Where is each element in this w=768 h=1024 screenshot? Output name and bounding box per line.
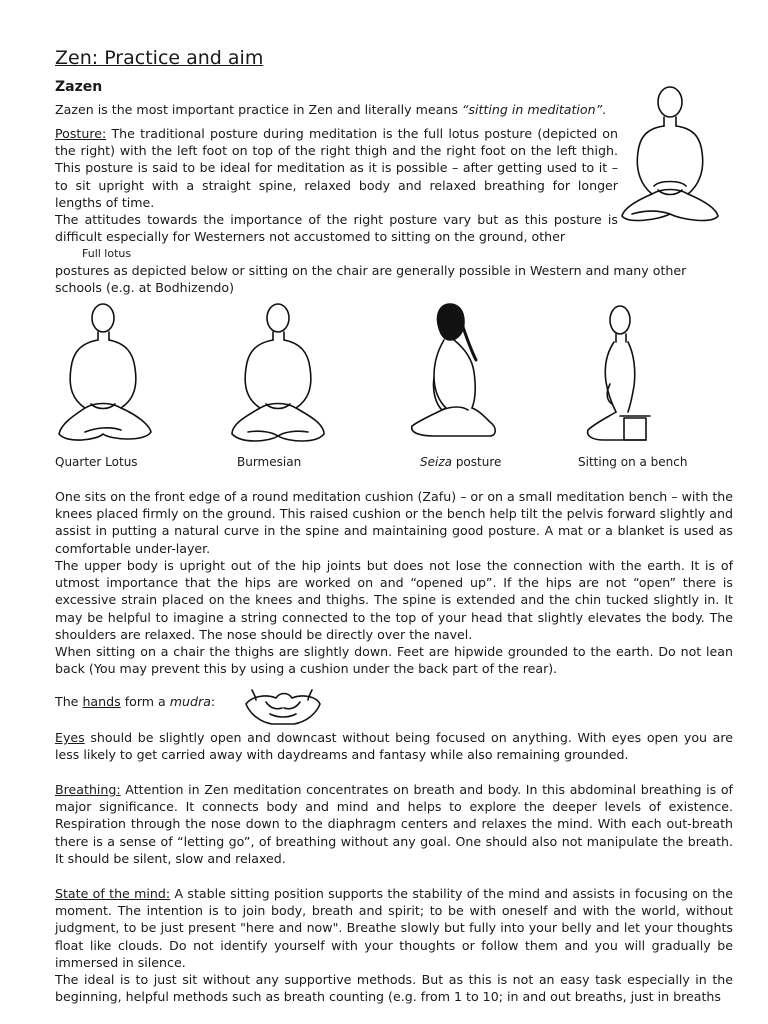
posture-text: The traditional posture during meditation is the full lotus posture (depicted on the right) with the left foot on top of the right thigh and the right foot on the left thigh. This posture is said to be ideal for meditation as it is possible – after getting used to it – to sit upright with a straight spine, relaxed body and relaxed breathing for longer lengths of time.: [55, 126, 618, 210]
full-lotus-figure: [618, 82, 726, 232]
mudra-hands-figure: [242, 682, 324, 730]
hands-middle: form a: [120, 694, 170, 709]
intro-quote: “sitting in meditation”: [461, 102, 603, 117]
seiza-caption-rest: posture: [452, 455, 502, 469]
eyes-paragraph: [55, 729, 733, 763]
bench-figure: [576, 300, 676, 450]
cushion-paragraph: One sits on the front edge of a round meditation cushion (Zafu) – or on a small meditation bench – with the knees placed firmly on the ground. This raised cushion or the bench help tilt the pelvis forward slightly and assist in putting a natural curve in the spine and maintaining good posture. A mat or a blanket is used as comfortable under-layer.: [55, 489, 733, 556]
intro-text: Zazen is the most important practice in Zen and literally means: [55, 102, 462, 117]
burmesian-caption: Burmesian: [237, 455, 302, 469]
breathing-label: Breathing:: [55, 782, 121, 797]
hands-paragraph: [55, 693, 255, 710]
page-title: Zen: Practice and aim: [55, 47, 264, 69]
eyes-label: Eyes: [55, 730, 85, 745]
bench-caption: Sitting on a bench: [578, 455, 688, 469]
seiza-caption-italic: Seiza: [420, 455, 452, 469]
hands-prefix: The: [55, 694, 83, 709]
eyes-text: should be slightly open and downcast without being focused on anything. With eyes open you are less likely to get carried away with daydreams and fantasy while also remaining grounded.: [55, 730, 733, 763]
intro-end: .: [602, 102, 607, 117]
mind-label: State of the mind:: [55, 886, 171, 901]
posture-label: Posture:: [55, 126, 107, 141]
quarter-lotus-figure: [55, 300, 155, 450]
mind-ideal-text: The ideal is to just sit without any supportive methods. But as this is not an easy task especially in the beginning, helpful methods such as breath counting (e.g. from 1 to 10; in and out breaths, just in breaths: [55, 972, 733, 1005]
burmesian-figure: [228, 300, 328, 450]
hands-suffix: :: [210, 694, 216, 709]
seiza-figure: [404, 300, 504, 450]
posture-continuation: postures as depicted below or sitting on the chair are generally possible in Western and many other schools (e.g. at Bodhizendo): [55, 263, 687, 296]
mudra-word: mudra: [169, 694, 211, 709]
section-heading: Zazen: [55, 79, 103, 95]
upper-body-paragraph: The upper body is upright out of the hip joints but does not lose the connection with the earth. It is of utmost importance that the hips are worked on and “opened up”. If the hips are not “open” there is excessive strain placed on the knees and thighs. The spine is extended and the chin tucked slightly in. It may be helpful to imagine a string connected to the top of your head that slightly elevates the body. The shoulders are relaxed. The nose should be directly over the navel.: [55, 558, 733, 642]
chair-paragraph: When sitting on a chair the thighs are slightly down. Feet are hipwide grounded to the earth. Do not lean back (You may prevent this by using a cushion under the back part of the rear).: [55, 644, 733, 677]
posture-attitudes: The attitudes towards the importance of the right posture vary but as this posture is difficult especially for Westerners not accustomed to sitting on the ground, other: [55, 212, 618, 245]
mind-text: A stable sitting position supports the stability of the mind and assists in focusing on the moment. The intention is to join body, breath and spirit; to be with oneself and with the world, without judgment, to be just present "here and now". Breathe slowly but fully into your belly and let your thoughts float like clouds. Do not identify yourself with your thoughts or follow them and you will gradually be immersed in silence.: [55, 886, 734, 970]
quarter-lotus-caption: Quarter Lotus: [55, 455, 138, 469]
mind-paragraph: [55, 885, 733, 1005]
breathing-paragraph: [55, 781, 733, 867]
breathing-text: Attention in Zen meditation concentrates on breath and body. In this abdominal breathing is of major significance. It connects body and mind and helps to explore the deeper levels of existence. Respiration through the nose down to the diaphragm centers and relaxes the mind. With each out-breath there is a sense of “letting go”, of breathing without any goal. One should also not manipulate the breath. It should be silent, slow and relaxed.: [55, 782, 733, 866]
posture-paragraph: [55, 125, 618, 245]
seiza-caption: [420, 455, 501, 469]
full-lotus-caption: Full lotus: [82, 247, 132, 260]
hands-label: hands: [82, 694, 121, 709]
intro-paragraph: [55, 101, 615, 118]
